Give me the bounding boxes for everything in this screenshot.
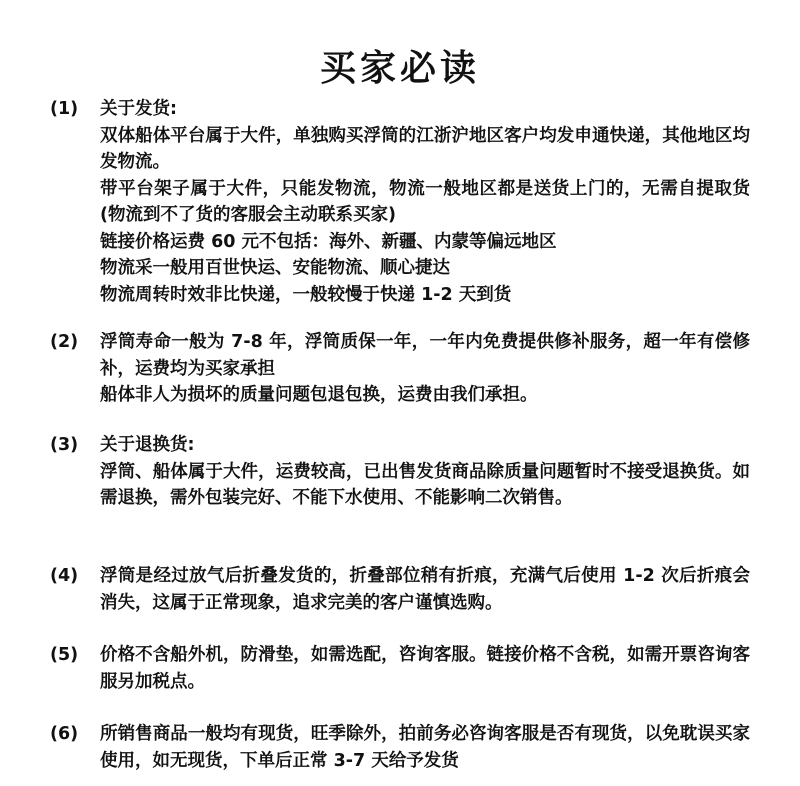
notice-section-6 xyxy=(50,721,750,774)
notice-section-2 xyxy=(50,329,750,409)
section-number: (1) xyxy=(50,99,79,119)
section-line: 链接价格运费 60 元不包括：海外、新疆、内蒙等偏远地区 xyxy=(100,231,557,252)
section-number: (6) xyxy=(50,724,79,744)
section-number: (2) xyxy=(50,332,79,352)
section-line: 物流周转时效非比快递，一般较慢于快递 1-2 天到货 xyxy=(100,284,512,305)
section-line: 所销售商品一般均有现货，旺季除外，拍前务必咨询客服是否有现货，以免耽误买家使用，如无现货，下单后正常 3-7 天给予发货 xyxy=(100,724,750,771)
section-line: 浮筒、船体属于大件，运费较高，已出售发货商品除质量问题暂时不接受退换货。如需退换，需外包装完好、不能下水使用、不能影响二次销售。 xyxy=(100,461,750,508)
section-body xyxy=(100,432,750,512)
page-title: 买家必读 xyxy=(319,47,480,89)
section-line: 浮筒是经过放气后折叠发货的，折叠部位稍有折痕，充满气后使用 1-2 次后折痕会消失，这属于正常现象，追求完美的客户谨慎选购。 xyxy=(100,566,750,613)
section-line: 物流采一般用百世快运、安能物流、顺心捷达 xyxy=(100,258,450,278)
section-line: 船体非人为损坏的质量问题包退包换，运费由我们承担。 xyxy=(100,385,538,405)
section-heading: 关于发货: xyxy=(100,99,177,119)
section-line: 双体船体平台属于大件，单独购买浮筒的江浙沪地区客户均发申通快递，其他地区均发物流。 xyxy=(100,125,750,172)
section-line: 价格不含船外机，防滑垫，如需选配，咨询客服。链接价格不含税，如需开票咨询客服另加税点。 xyxy=(100,645,750,692)
section-body xyxy=(100,642,750,695)
section-number: (3) xyxy=(50,435,79,455)
section-number: (4) xyxy=(50,566,79,586)
section-line: 带平台架子属于大件，只能发物流，物流一般地区都是送货上门的，无需自提取货(物流到不了货的客服会主动联系买家) xyxy=(100,178,750,225)
notice-section-1 xyxy=(50,96,750,308)
section-body xyxy=(100,563,750,616)
section-body xyxy=(100,721,750,774)
section-number: (5) xyxy=(50,645,79,665)
notice-section-5 xyxy=(50,642,750,695)
section-line: 浮筒寿命一般为 7-8 年，浮筒质保一年，一年内免费提供修补服务，超一年有偿修补，运费均为买家承担 xyxy=(100,332,750,379)
section-heading: 关于退换货: xyxy=(100,435,195,455)
notice-section-3 xyxy=(50,432,750,512)
notice-section-4 xyxy=(50,563,750,616)
section-body xyxy=(100,329,750,409)
section-body xyxy=(100,96,750,308)
